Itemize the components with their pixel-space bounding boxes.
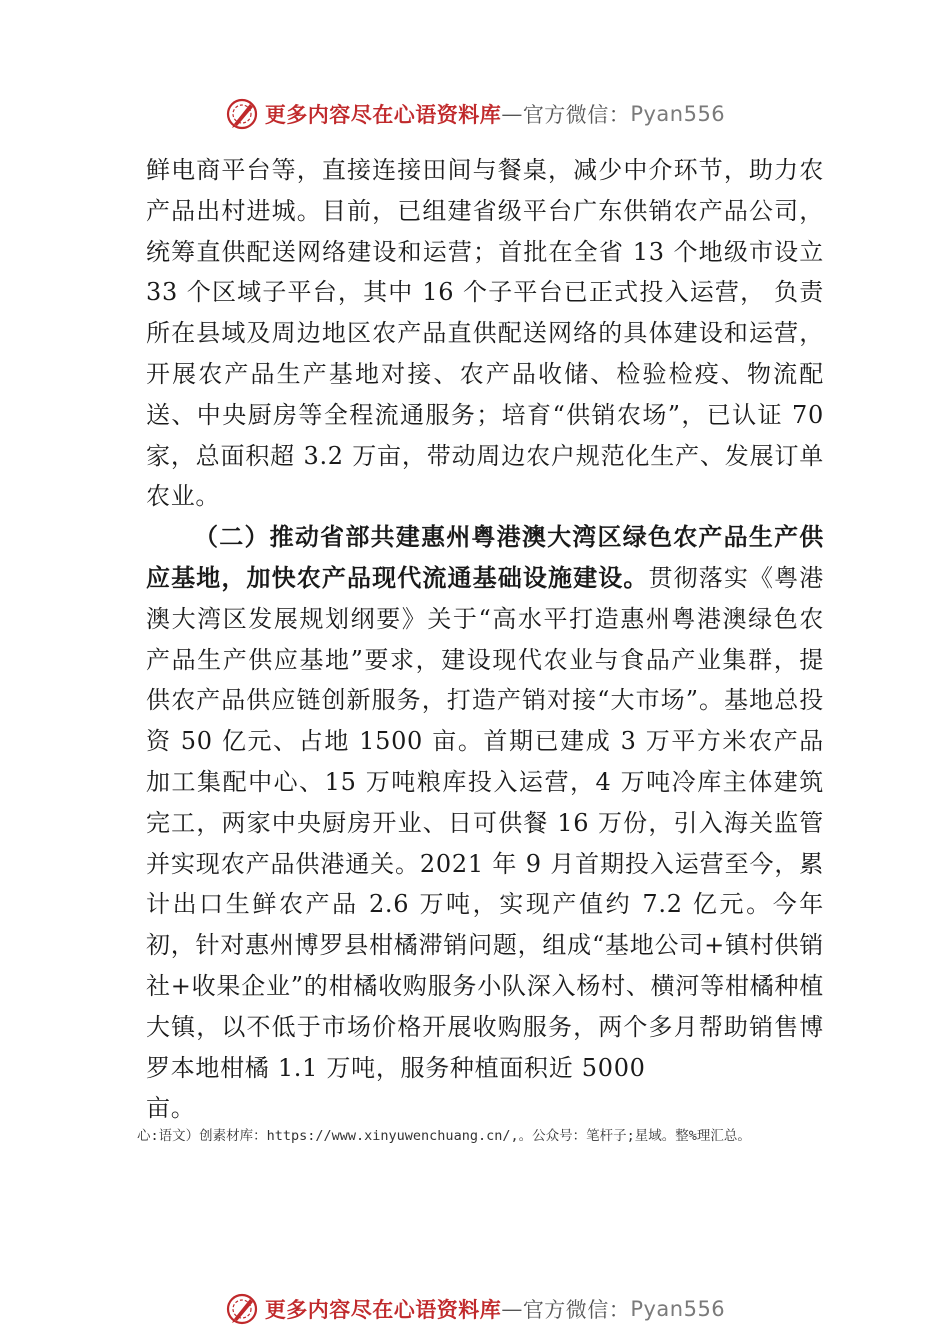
paragraph-2-last-line: 亩。 bbox=[146, 1094, 196, 1123]
brand-text: 更多内容尽在心语资料库 bbox=[264, 102, 502, 127]
dash: — bbox=[501, 102, 523, 126]
dash: — bbox=[501, 1297, 523, 1321]
document-body bbox=[146, 150, 824, 1129]
wechat-id: Pyan556 bbox=[630, 1297, 726, 1321]
official-text: 官方微信： bbox=[522, 103, 631, 127]
pen-nib-circle-icon bbox=[225, 97, 259, 131]
brand-text: 更多内容尽在心语资料库 bbox=[264, 1297, 502, 1322]
official-text: 官方微信： bbox=[522, 1298, 631, 1322]
header-banner bbox=[0, 94, 950, 134]
wechat-id: Pyan556 bbox=[630, 102, 726, 126]
footer-banner bbox=[0, 1289, 950, 1329]
paragraph-1: 鲜电商平台等，直接连接田间与餐桌，减少中介环节，助力农产品出村进城。目前，已组建省级平台广东供销农产品公司，统筹直供配送网络建设和运营；首批在全省 13 个地级市设立 33 个区域子平台，其中 16 个子平台已正式投入运营， 负责所在县域及周边地区农产品直供配送网络的具体建设和运营，开展农产品生产基地对接、农产品收储、检验检疫、物流配送、中央厨房等全程流通服务；培育“供销农场”，已认证 70 家，总面积超 3.2 万亩，带动周边农户规范化生产、发展订单农业。 bbox=[146, 156, 824, 511]
footnote: 心:语文）创素材库：https://www.xinyuwenchuang.cn/,。公众号：笔杆子;星域。整%理汇总。 bbox=[137, 1128, 751, 1144]
pen-nib-circle-icon bbox=[225, 1292, 259, 1326]
paragraph-2 bbox=[146, 517, 824, 1088]
paragraph-2-text: 贯彻落实《粤港澳大湾区发展规划纲要》关于“高水平打造惠州粤港澳绿色农产品生产供应基地”要求，建设现代农业与食品产业集群，提供农产品供应链创新服务，打造产销对接“大市场”。基地总投资 50 亿元、占地 1500 亩。首期已建成 3 万平方米农产品加工集配中心、15 万吨粮库投入运营，4 万吨冷库主体建筑完工，两家中央厨房开业、日可供餐 16 万份，引入海关监管并实现农产品供港通关。2021 年 9 月首期投入运营至今，累计出口生鲜农产品 2.6 万吨，实现产值约 7.2 亿元。今年初，针对惠州博罗县柑橘滞销问题，组成“基地公司+镇村供销社+收果企业”的柑橘收购服务小队深入杨村、横河等柑橘种植大镇，以不低于市场价格开展收购服务，两个多月帮助销售博罗本地柑橘 1.1 万吨，服务种植面积近 5000 bbox=[146, 563, 825, 1082]
section-heading: （二）推动省部共建惠州粤港澳大湾区绿色农产品生产供应基地，加快农产品现代流通基础设施建设。 bbox=[146, 522, 824, 592]
